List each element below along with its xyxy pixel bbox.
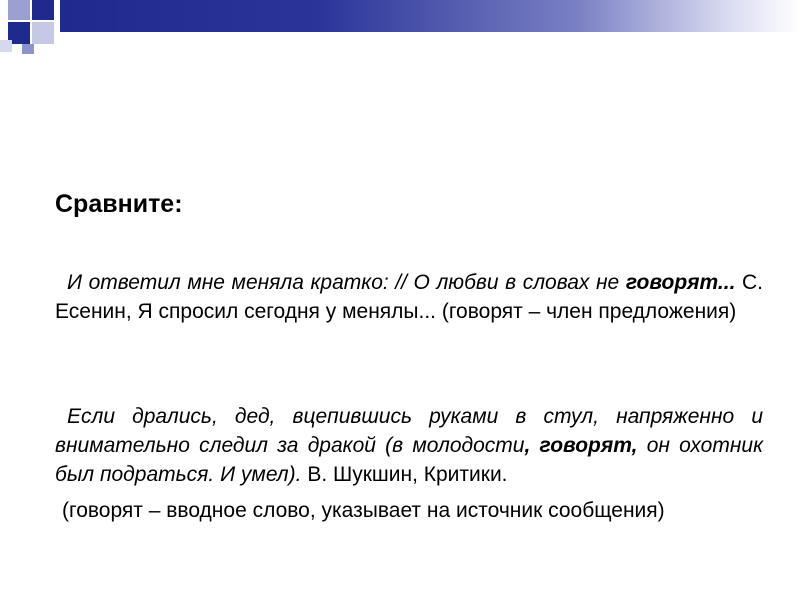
quote-text: Если дрались, дед, вцепившись руками в стул, напряженно и внимательно следил за дракой (в молодости <box>55 405 763 457</box>
paragraph-note <box>50 496 763 525</box>
header-gradient-bar <box>60 0 800 32</box>
decor-square <box>22 44 34 54</box>
paragraph-shukshin <box>55 402 763 489</box>
quote-text: И ответил мне меняла кратко: // О любви в словах не <box>67 271 626 294</box>
emphasized-word: говорят... <box>625 271 736 294</box>
note-text: (говорят – вводное слово, указывает на источник сообщения) <box>62 499 665 522</box>
source-and-note: С. Есенин, Я спросил сегодня у менялы... (говорят – член предложения) <box>55 271 763 323</box>
decor-square <box>8 0 30 20</box>
decor-square <box>32 22 54 44</box>
decor-square <box>0 40 12 52</box>
decor-square <box>32 0 54 20</box>
quote-text-cont: он охотник был подраться. И умел). <box>55 434 763 486</box>
paragraph-esenin <box>55 268 763 326</box>
slide-title: Сравните: <box>55 190 183 218</box>
source-text: В. Шукшин, Критики. <box>301 463 508 486</box>
emphasized-word: , говорят, <box>524 434 638 457</box>
